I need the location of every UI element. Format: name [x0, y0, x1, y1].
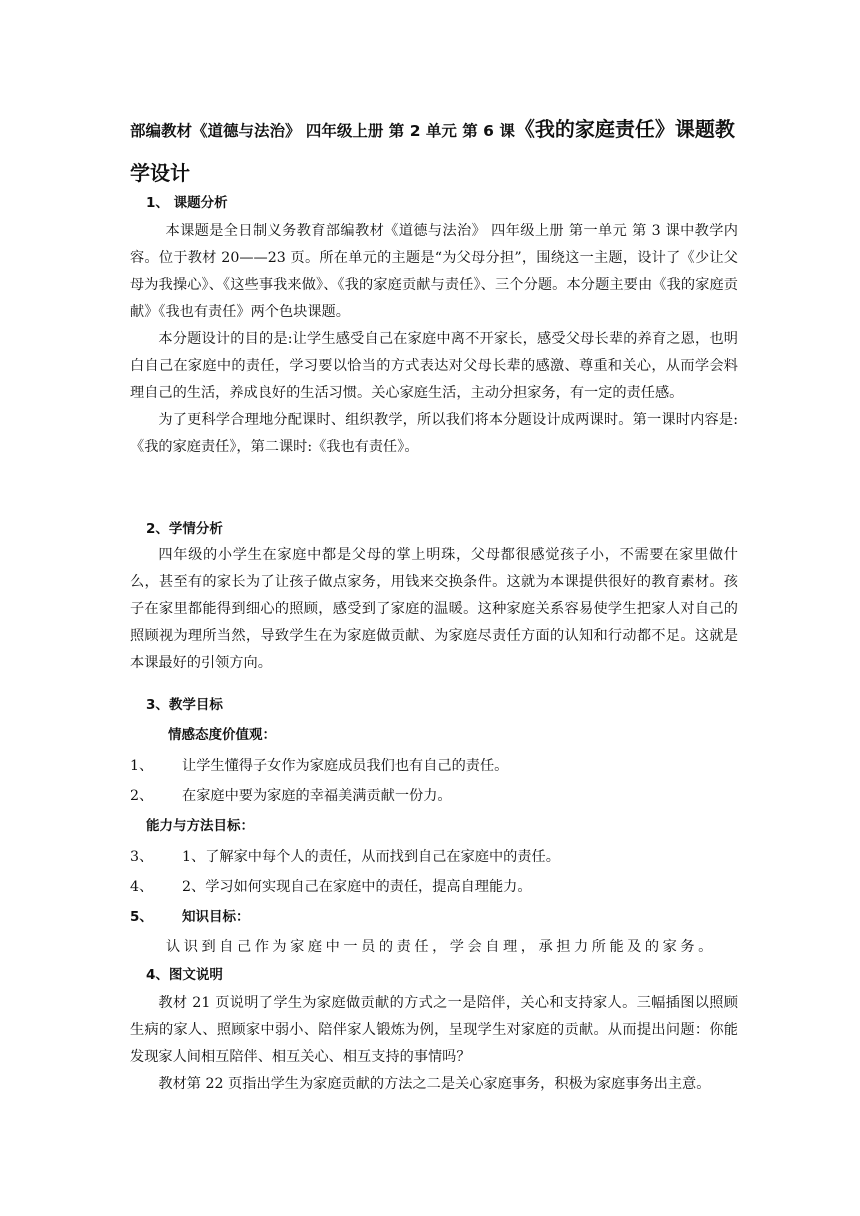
list-text: 在家庭中要为家庭的幸福美满贡献一份力。 [182, 788, 452, 804]
title-lesson-name: 《我的家庭责任》课题教 [514, 117, 735, 141]
list-number: 1、 [130, 758, 154, 774]
paragraph: 教材第 22 页指出学生为家庭贡献的方法之二是关心家庭事务，积极为家庭事务出主意。 [158, 1076, 711, 1092]
list-text: 2、学习如何实现自己在家庭中的责任，提高自理能力。 [182, 879, 532, 895]
section-1-body [130, 218, 738, 461]
section-heading-1: 1、 课题分析 [146, 195, 228, 211]
list-number: 3、 [130, 849, 154, 865]
section-heading-3: 3、教学目标 [146, 697, 223, 713]
document-title-line1 [130, 116, 738, 144]
list-number: 4、 [130, 879, 154, 895]
section-heading-4: 4、图文说明 [146, 967, 223, 983]
paragraph: 本分题设计的目的是:让学生感受自己在家庭中离不开家长，感受父母长辈的养育之恩，也明白自己在家庭中的责任，学习要以恰当的方式表达对父母长辈的感激、尊重和关心，从而学会料理自己的生活，养成良好的生活习惯。关心家庭生活，主动分担家务，有一定的责任感。 [130, 331, 738, 401]
section-2-body [130, 542, 738, 677]
list-number: 2、 [130, 788, 154, 804]
knowledge-goal-text: 认识到自己作为家庭中一员的责任，学会自理，承担力所能及的家务。 [166, 939, 716, 955]
subheading-ability: 能力与方法目标： [146, 818, 254, 834]
subheading-emotion: 情感态度价值观： [168, 727, 276, 743]
section-4-body [130, 990, 738, 1098]
list-text: 1、了解家中每个人的责任，从而找到自己在家庭中的责任。 [182, 849, 560, 865]
section-heading-2: 2、学情分析 [146, 521, 223, 537]
paragraph: 教材 21 页说明了学生为家庭做贡献的方式之一是陪伴，关心和支持家人。三幅插图以照顾生病的家人、照顾家中弱小、陪伴家人锻炼为例，呈现学生对家庭的贡献。从而提出问题：你能发现家人间相互陪伴、相互关心、相互支持的事情吗？ [130, 995, 738, 1065]
paragraph: 四年级的小学生在家庭中都是父母的掌上明珠，父母都很感觉孩子小，不需要在家里做什么，甚至有的家长为了让孩子做点家务，用钱来交换条件。这就为本课提供很好的教育素材。孩子在家里都能得到细心的照顾，感受到了家庭的温暖。这种家庭关系容易使学生把家人对自己的照顾视为理所当然，导致学生在为家庭做贡献、为家庭尽责任方面的认知和行动都不足。这就是本课最好的引领方向。 [130, 547, 738, 671]
list-text: 知识目标： [182, 909, 250, 925]
list-text: 让学生懂得子女作为家庭成员我们也有自己的责任。 [182, 758, 509, 774]
document-title-line2: 学设计 [130, 161, 190, 185]
paragraph: 本课题是全日制义务教育部编教材《道德与法治》 四年级上册 第一单元 第 3 课中教学内容。位于教材 20——23 页。所在单元的主题是“为父母分担”，围绕这一主题，设计了《少让父母为我操心》、《这些事我来做》、《我的家庭贡献与责任》、三个分题。本分题主要由《我的家庭贡献》《我也有责任》两个色块课题。 [130, 223, 738, 320]
title-prefix: 部编教材《道德与法治》 四年级上册 第 2 单元 第 6 课 [130, 122, 515, 140]
paragraph: 为了更科学合理地分配课时、组织教学，所以我们将本分题设计成两课时。第一课时内容是:《我的家庭责任》，第二课时:《我也有责任》。 [130, 412, 738, 455]
list-number: 5、 [130, 909, 153, 925]
